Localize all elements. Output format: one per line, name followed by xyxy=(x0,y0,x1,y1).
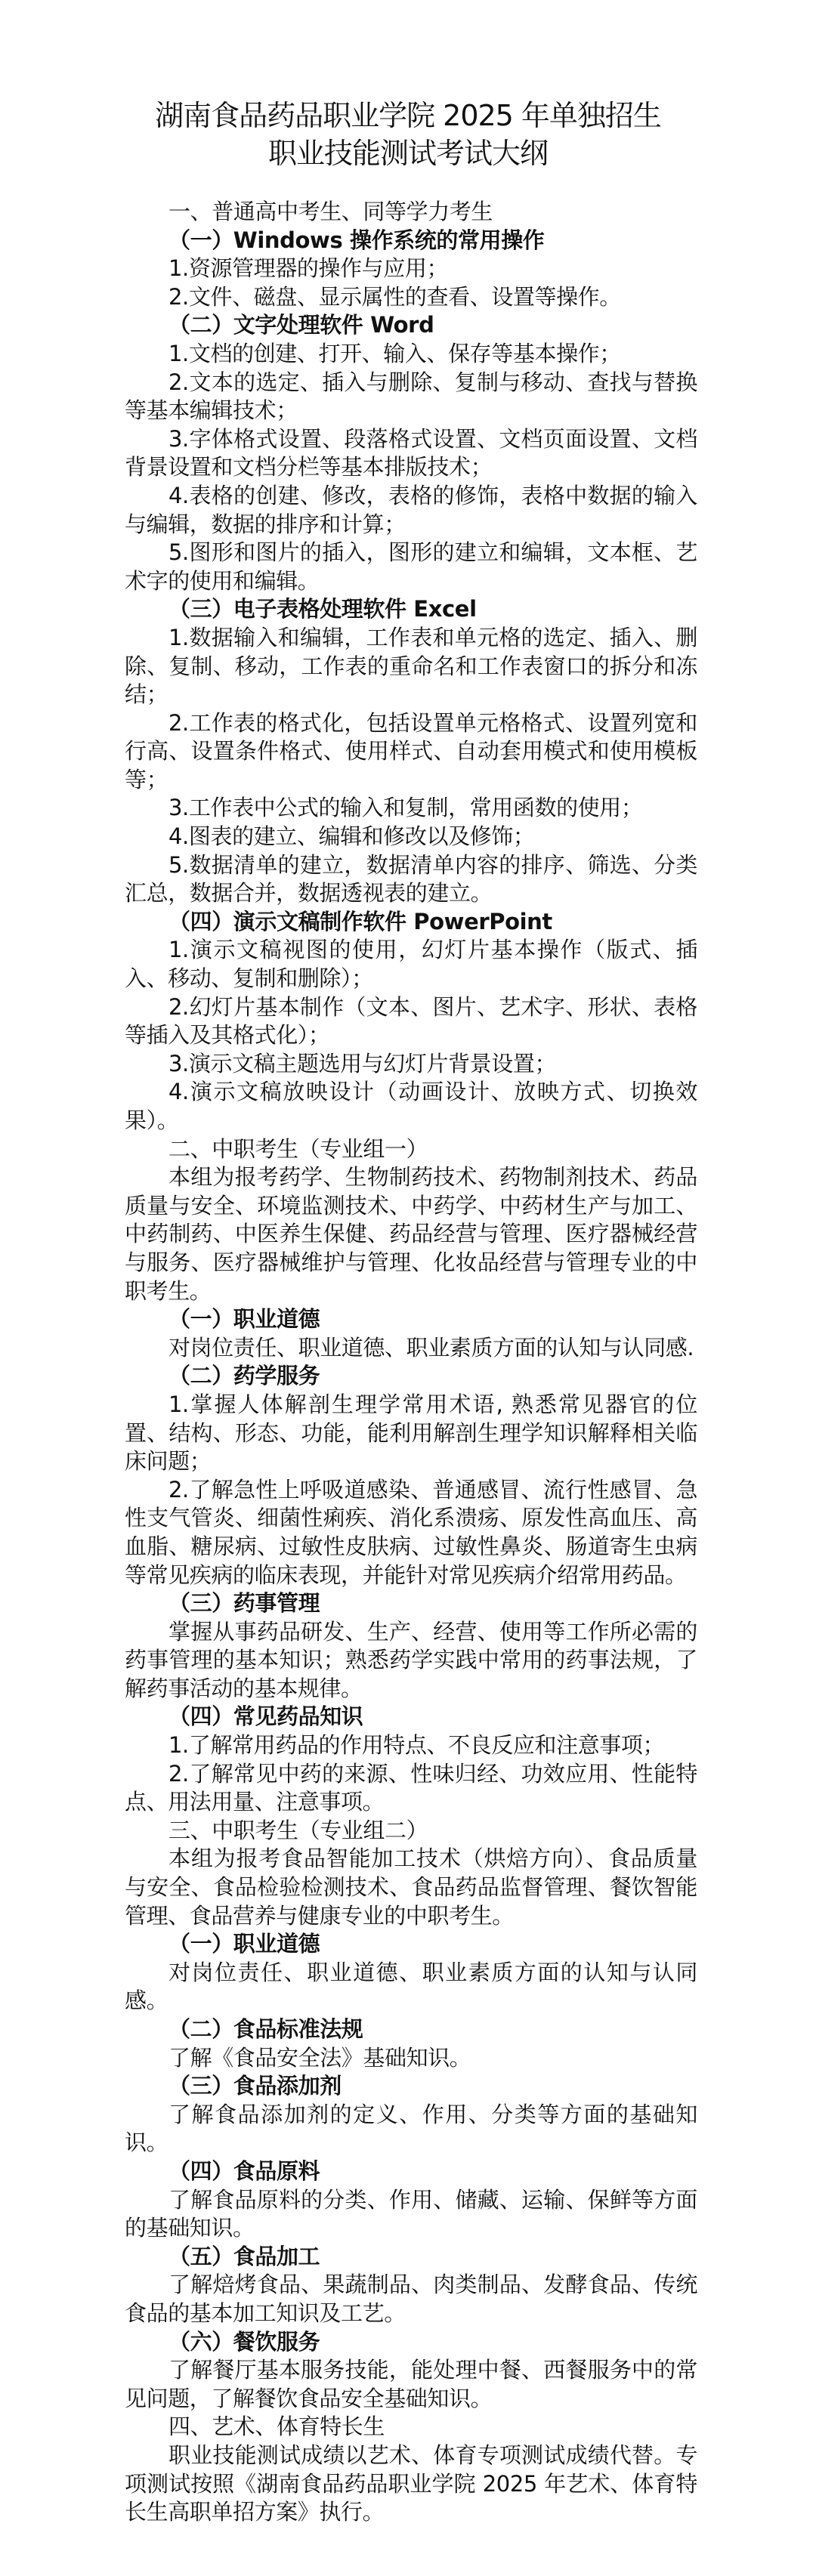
list-item: 1.演示文稿视图的使用，幻灯片基本操作（版式、插入、移动、复制和删除）； xyxy=(125,937,697,992)
paragraph: 了解《食品安全法》基础知识。 xyxy=(168,2044,471,2071)
title-line-2: 职业技能测试考试大纲 xyxy=(267,137,548,170)
document-body xyxy=(125,198,697,2527)
list-item: 1.资源管理器的操作与应用； xyxy=(168,255,449,282)
list-item: 1.掌握人体解剖生理学常用术语, 熟悉常见器官的位置、结构、形态、功能，能利用解剖生理学知识解释相关临床问题； xyxy=(125,1391,697,1475)
paragraph: 本组为报考药学、生物制药技术、药物制剂技术、药品质量与安全、环境监测技术、中药学、中药材生产与加工、中药制药、中医养生保健、药品经营与管理、医疗器械经营与服务、医疗器械维护与管理、化妆品经营与管理专业的中职考生。 xyxy=(125,1164,697,1304)
subsection-heading: （六）餐饮服务 xyxy=(168,2328,320,2355)
document-title xyxy=(0,97,816,172)
list-item: 2.文本的选定、插入与删除、复制与移动、查找与替换等基本编辑技术； xyxy=(125,369,697,424)
subsection-heading: （四）常见药品知识 xyxy=(168,1703,363,1730)
list-item: 2.了解急性上呼吸道感染、普通感冒、流行性感冒、急性支气管炎、细菌性痢疾、消化系溃疡、原发性高血压、高血脂、糖尿病、过敏性皮肤病、过敏性鼻炎、肠道寄生虫病等常见疾病的临床表现，并能针对常见疾病介绍常用药品。 xyxy=(125,1476,697,1588)
list-item: 3.工作表中公式的输入和复制，常用函数的使用； xyxy=(168,795,643,821)
subsection-heading: （二）文字处理软件 Word xyxy=(168,312,434,338)
list-item: 2.工作表的格式化，包括设置单元格格式、设置列宽和行高、设置条件格式、使用样式、自动套用模式和使用模板等； xyxy=(125,709,697,792)
title-line-1: 湖南食品药品职业学院 2025 年单独招生 xyxy=(155,99,661,132)
subsection-heading: （一）职业道德 xyxy=(168,1931,320,1957)
list-item: 1.文档的创建、打开、输入、保存等基本操作； xyxy=(168,340,621,366)
list-item: 1.了解常用药品的作用特点、不良反应和注意事项； xyxy=(168,1732,665,1759)
paragraph: 了解餐厅基本服务技能，能处理中餐、西餐服务中的常见问题，了解餐饮食品安全基础知识。 xyxy=(125,2357,697,2411)
subsection-heading: （二）食品标准法规 xyxy=(168,2016,363,2042)
subsection-heading: （四）食品原料 xyxy=(168,2157,320,2184)
paragraph: 了解食品原料的分类、作用、储藏、运输、保鲜等方面的基础知识。 xyxy=(125,2186,697,2241)
subsection-heading: （三）食品添加剂 xyxy=(168,2073,342,2099)
list-item: 3.字体格式设置、段落格式设置、文档页面设置、文档背景设置和文档分栏等基本排版技术； xyxy=(125,425,697,480)
list-item: 2.文件、磁盘、显示属性的查看、设置等操作。 xyxy=(168,283,621,310)
subsection-heading: （一）职业道德 xyxy=(168,1306,320,1333)
list-item: 2.幻灯片基本制作（文本、图片、艺术字、形状、表格等插入及其格式化）； xyxy=(125,993,697,1049)
subsection-heading: （五）食品加工 xyxy=(168,2243,320,2269)
list-item: 1.数据输入和编辑，工作表和单元格的选定、插入、删除、复制、移动，工作表的重命名和工作表窗口的拆分和冻结； xyxy=(125,624,697,708)
list-item: 5.数据清单的建立，数据清单内容的排序、筛选、分类汇总，数据合并，数据透视表的建立。 xyxy=(125,851,697,907)
subsection-heading: （三）药事管理 xyxy=(168,1590,320,1617)
section-heading-3: 三、中职考生（专业组二） xyxy=(168,1817,428,1843)
paragraph: 了解食品添加剂的定义、作用、分类等方面的基础知识。 xyxy=(125,2101,697,2156)
paragraph: 掌握从事药品研发、生产、经营、使用等工作所必需的药事管理的基本知识；熟悉药学实践中常用的药事法规，了解药事活动的基本规律。 xyxy=(125,1618,697,1701)
paragraph: 本组为报考食品智能加工技术（烘焙方向）、食品质量与安全、食品检验检测技术、食品药品监督管理、餐饮智能管理、食品营养与健康专业的中职考生。 xyxy=(125,1846,697,1929)
list-item: 5.图形和图片的插入，图形的建立和编辑，文本框、艺术字的使用和编辑。 xyxy=(125,539,697,594)
section-heading-2: 二、中职考生（专业组一） xyxy=(168,1135,428,1162)
list-item: 2.了解常见中药的来源、性味归经、功效应用、性能特点、用法用量、注意事项。 xyxy=(125,1760,697,1815)
section-heading-1: 一、普通高中考生、同等学力考生 xyxy=(168,199,493,224)
paragraph: 了解焙烤食品、果蔬制品、肉类制品、发酵食品、传统食品的基本加工知识及工艺。 xyxy=(125,2272,697,2326)
list-item: 4.图表的建立、编辑和修改以及修饰； xyxy=(168,823,535,850)
subsection-heading: （四）演示文稿制作软件 PowerPoint xyxy=(168,908,552,934)
paragraph: 对岗位责任、职业道德、职业素质方面的认知与认同感。 xyxy=(125,1959,697,2014)
subsection-heading: （三）电子表格处理软件 Excel xyxy=(168,596,477,622)
list-item: 3.演示文稿主题选用与幻灯片背景设置； xyxy=(168,1050,557,1076)
section-heading-4: 四、艺术、体育特长生 xyxy=(168,2414,385,2440)
paragraph: 职业技能测试成绩以艺术、体育专项测试成绩代替。专项测试按照《湖南食品药品职业学院 2025 年艺术、体育特长生高职单招方案》执行。 xyxy=(125,2442,697,2525)
list-item: 4.演示文稿放映设计（动画设计、放映方式、切换效果）。 xyxy=(125,1079,697,1133)
subsection-heading: （二）药学服务 xyxy=(168,1363,320,1389)
list-item: 4.表格的创建、修改，表格的修饰，表格中数据的输入与编辑，数据的排序和计算； xyxy=(125,482,697,537)
paragraph: 对岗位责任、职业道德、职业素质方面的认知与认同感. xyxy=(168,1334,694,1361)
subsection-heading: （一）Windows 操作系统的常用操作 xyxy=(168,227,545,253)
